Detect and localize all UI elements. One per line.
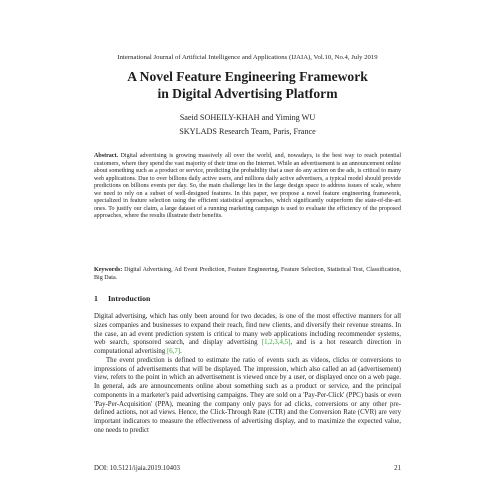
doi: DOI: 10.5121/ijaia.2019.10403 <box>94 465 180 472</box>
section-number: 1 <box>94 294 98 303</box>
abstract-label: Abstract. <box>94 153 119 159</box>
keywords-text: Digital Advertising, Ad Event Prediction, Feature Engineering, Feature Selection, Statistical Test, Classification, Big Data. <box>94 267 401 281</box>
authors: Saeid SOHEILY-KHAH and Yiming WU <box>179 113 316 122</box>
title-line-1: A Novel Feature Engineering Framework <box>127 69 368 84</box>
journal-header: International Journal of Artificial Intelligence and Applications (IJAIA), Vol.10, No.4, July 2019 <box>117 54 378 61</box>
abstract-text: Digital advertising is growing massively all over the world, and, nowadays, is the best way to reach potential customers, where they spend the vast majority of their time on the Internet. While an advertisement is an announcement online about something such as a product or service, predicting the probability that a user do any action on the ads, is critical to many web applications. Due to over billions daily active users, and millions daily active advertisers, a typical model should provide predictions on billions events per day. So, the main challenge lies in the large design space to address issues of scale, where we need to rely on a subset of well-designed features. In this paper, we propose a novel feature engineering framework, specialized in feature selection using the efficient statistical approaches, which significantly outperform the state-of-the-art ones. To justify our claim, a large dataset of a running marketing campaign is used to evaluate the efficiency of the proposed approaches, where the results illustrate their benefits. <box>94 153 402 220</box>
keywords <box>94 267 401 282</box>
paragraph-1 <box>94 313 401 357</box>
paper-title <box>0 68 495 102</box>
paragraph-2: The event prediction is defined to estimate the ratio of events such as videos, clicks or conversions to impressions of advertisements that will be displayed. The impression, which also called an ad (advertisement) view, refers to the point in which an advertisement is viewed once by a user, or displayed once on a web page. In general, ads are announcements online about something such as a product or service, and the principal components in a marketer's paid advertising campaigns. They are sold on a 'Pay-Per-Click' (PPC) basis or even 'Pay-Per-Acquisition' (PPA), meaning the company only pays for ad clicks, conversions or any other pre-defined actions, not ad views. Hence, the Click-Through Rate (CTR) and the Conversion Rate (CVR) are very important indicators to measure the effectiveness of advertising display, and to maximize the expected value, one needs to predict <box>94 356 401 434</box>
body-text <box>94 313 401 436</box>
section-title: Introduction <box>108 294 151 303</box>
paragraph-1-text: Digital advertising, which has only been around for two decades, is one of the most effective manners for all sizes companies and businesses to expand their reach, find new clients, and diversify their revenue streams. In the case, an ad event prediction system is critical to many web applications including recommender systems, web search, sponsored search, and display advertising <box>94 313 401 347</box>
citation-link[interactable]: [6,7] <box>166 348 181 355</box>
page-number: 21 <box>394 465 401 472</box>
page-footer <box>94 465 401 472</box>
abstract <box>94 153 401 221</box>
section-heading <box>94 294 150 303</box>
citation-link[interactable]: [1,2,3,4,5] <box>261 339 291 347</box>
title-line-2: in Digital Advertising Platform <box>157 86 338 101</box>
paragraph-1-text-3: . <box>180 348 182 355</box>
keywords-label: Keywords: <box>94 267 123 273</box>
affiliation: SKYLADS Research Team, Paris, France <box>179 127 316 136</box>
paragraph-1-text-2: , and is a hot research direction in computational advertising <box>94 339 401 355</box>
